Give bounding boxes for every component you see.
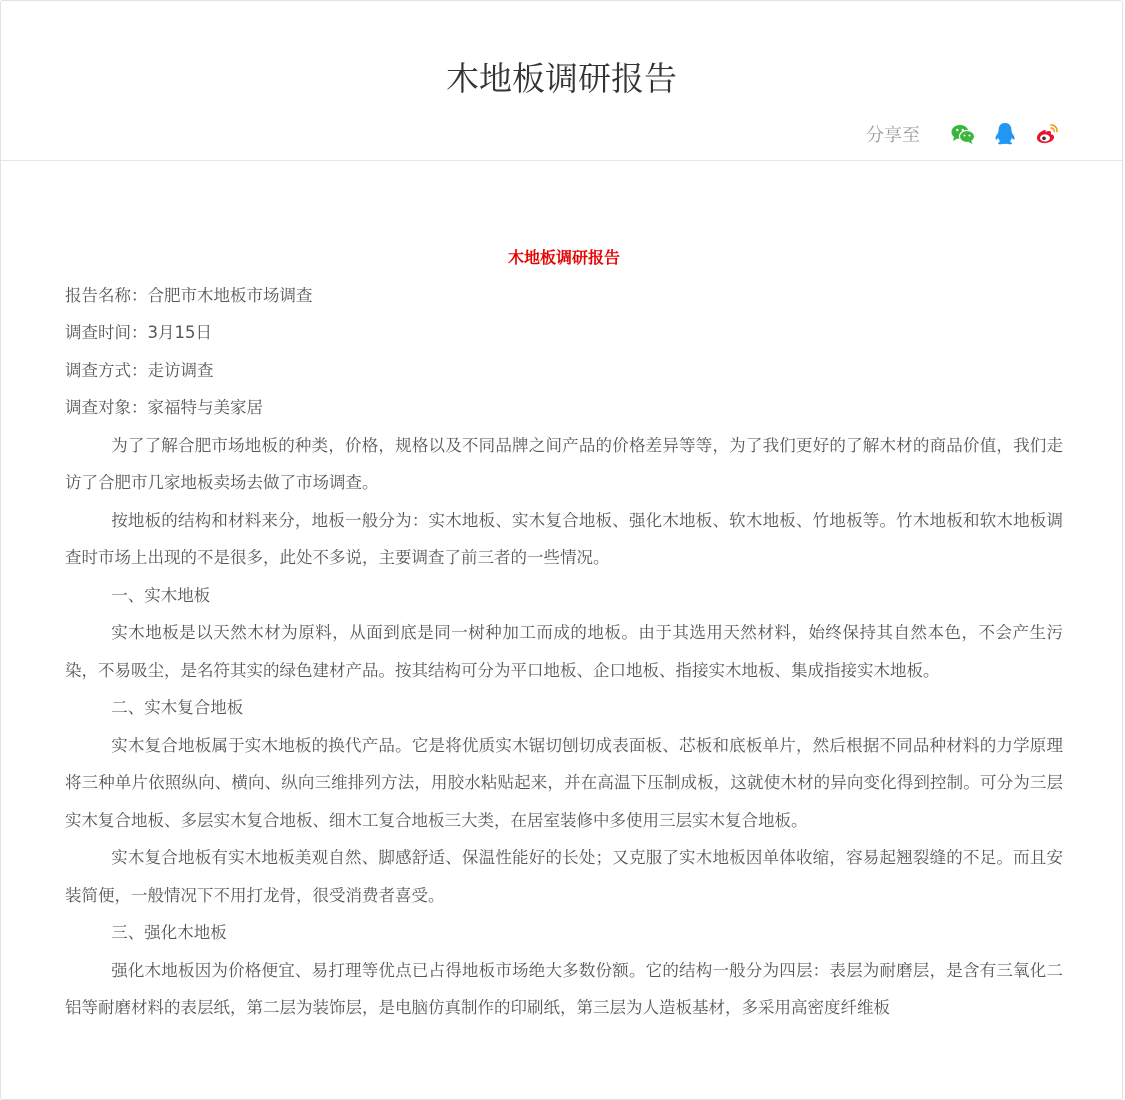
section-heading-solid-wood: 一、实木地板 — [111, 585, 211, 605]
article-body — [65, 239, 1063, 1027]
section-heading-engineered: 二、实木复合地板 — [111, 698, 244, 717]
paragraph-engineered-1: 实木复合地板属于实木地板的换代产品。它是将优质实木锯切刨切成表面板、芯板和底板单片，然后根据不同品种材料的力学原理将三种单片依照纵向、横向、纵向三维排列方法，用胶水粘贴起来，并在高温下压制成板，这就使木材的异向变化得到控制。可分为三层实木复合地板、多层实木复合地板、细木工复合地板三大类，在居室装修中多使用三层实木复合地板。 — [65, 735, 1063, 830]
qq-icon[interactable] — [992, 121, 1018, 147]
share-bar — [866, 121, 1060, 147]
page-title: 木地板调研报告 — [446, 59, 677, 98]
paragraph-engineered-2: 实木复合地板有实木地板美观自然、脚感舒适、保温性能好的长处；又克服了实木地板因单体收缩，容易起翘裂缝的不足。而且安装简便，一般情况下不用打龙骨，很受消费者喜受。 — [65, 848, 1063, 905]
weibo-icon[interactable] — [1034, 121, 1060, 147]
report-name: 报告名称：合肥市木地板市场调查 — [65, 285, 313, 305]
survey-method: 调查方式：走访调查 — [65, 360, 214, 380]
paragraph-solid-wood: 实木地板是以天然木材为原料，从面到底是同一树种加工而成的地板。由于其选用天然材料，始终保持其自然本色，不会产生污染，不易吸尘，是名符其实的绿色建材产品。按其结构可分为平口地板、企口地板、指接实木地板、集成指接实木地板。 — [65, 623, 1063, 680]
document-heading: 木地板调研报告 — [507, 248, 620, 267]
paragraph-intro: 为了了解合肥市场地板的种类，价格，规格以及不同品牌之间产品的价格差异等等，为了我们更好的了解木材的商品价值，我们走访了合肥市几家地板卖场去做了市场调查。 — [65, 435, 1063, 492]
page-header — [1, 1, 1122, 161]
paragraph-classification: 按地板的结构和材料来分，地板一般分为：实木地板、实木复合地板、强化木地板、软木地板、竹地板等。竹木地板和软木地板调查时市场上出现的不是很多，此处不多说，主要调查了前三者的一些情况。 — [65, 510, 1063, 567]
paragraph-laminate: 强化木地板因为价格便宜、易打理等优点已占得地板市场绝大多数份额。它的结构一般分为四层：表层为耐磨层，是含有三氧化二铝等耐磨材料的表层纸，第二层为装饰层，是电脑仿真制作的印刷纸，第三层为人造板基材，多采用高密度纤维板 — [65, 960, 1063, 1017]
share-label: 分享至 — [866, 125, 920, 146]
survey-time: 调查时间：3月15日 — [65, 323, 212, 342]
section-heading-laminate: 三、强化木地板 — [111, 923, 227, 942]
survey-target: 调查对象：家福特与美家居 — [65, 398, 263, 417]
wechat-icon[interactable] — [950, 121, 976, 147]
